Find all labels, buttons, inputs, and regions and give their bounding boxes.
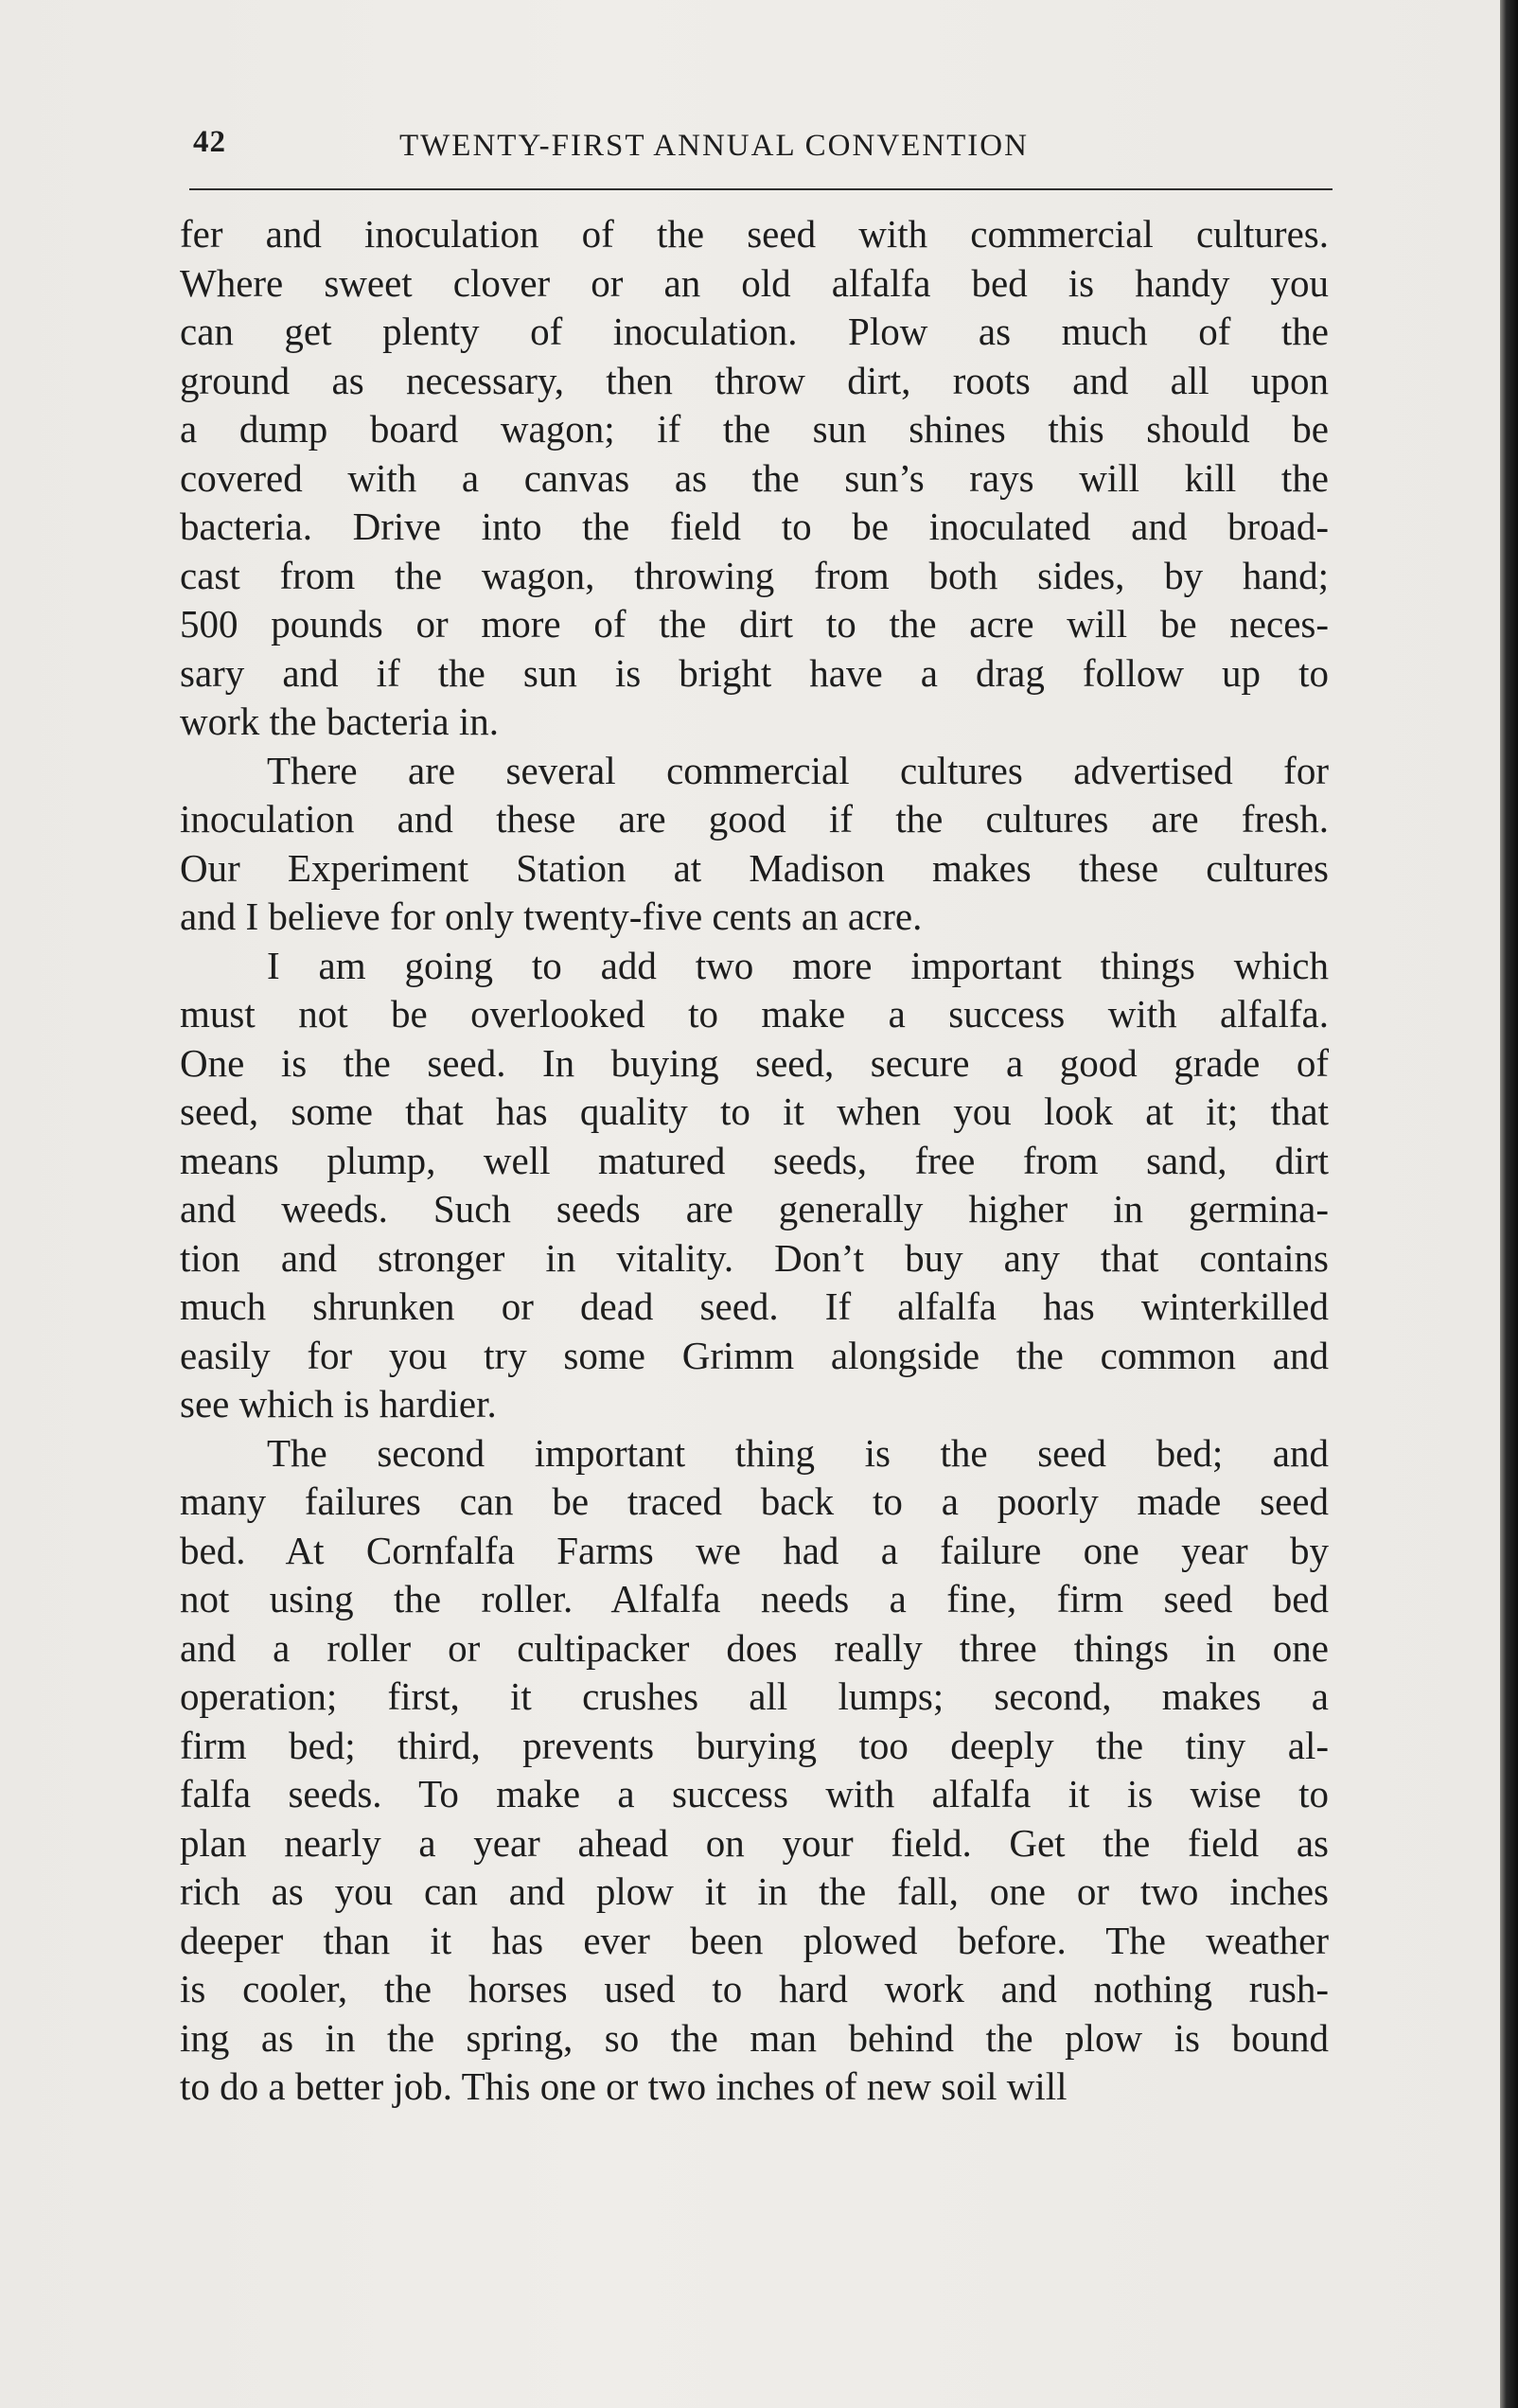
paragraph [180, 747, 1329, 942]
text-line: bacteria. Drive into the field to be inoculated and broad- [180, 505, 1329, 548]
paragraph [180, 1429, 1329, 2112]
text-line: easily for you try some Grimm alongside the common and [180, 1333, 1329, 1377]
text-line: I am going to add two more important things which [267, 943, 1329, 987]
text-line: work the bacteria in. [180, 699, 499, 743]
text-line: many failures can be traced back to a poorly made seed [180, 1479, 1329, 1523]
running-head [189, 121, 1334, 168]
running-head-title: TWENTY-FIRST ANNUAL CONVENTION [399, 129, 1029, 163]
text-line: 500 pounds or more of the dirt to the acre will be neces- [180, 602, 1329, 646]
text-line: operation; first, it crushes all lumps; second, makes a [180, 1674, 1329, 1718]
text-line: rich as you can and plow it in the fall, one or two inches [180, 1869, 1329, 1913]
text-line: and a roller or cultipacker does really three things in one [180, 1625, 1329, 1670]
text-line: tion and stronger in vitality. Don’t buy any that contains [180, 1235, 1329, 1280]
text-line: One is the seed. In buying seed, secure a good grade of [180, 1040, 1329, 1085]
text-line: inoculation and these are good if the cultures are fresh. [180, 797, 1329, 841]
paragraph [180, 942, 1329, 1429]
text-line: and weeds. Such seeds are generally higher in germina- [180, 1187, 1329, 1231]
text-line: must not be overlooked to make a success with alfalfa. [180, 992, 1329, 1036]
text-line: seed, some that has quality to it when you look at it; that [180, 1089, 1329, 1133]
text-line: firm bed; third, prevents burying too deeply the tiny al- [180, 1723, 1329, 1767]
text-line: see which is hardier. [180, 1382, 497, 1425]
header-rule [189, 188, 1333, 190]
text-line: fer and inoculation of the seed with commercial cultures. [180, 212, 1329, 256]
text-line: a dump board wagon; if the sun shines this should be [180, 407, 1329, 451]
text-line: can get plenty of inoculation. Plow as much of the [180, 310, 1329, 353]
text-line: ing as in the spring, so the man behind the plow is bound [180, 2015, 1329, 2060]
text-line: deeper than it has ever been plowed before. The weather [180, 1918, 1329, 1962]
text-line: covered with a canvas as the sun’s rays will kill the [180, 455, 1329, 500]
text-line: The second important thing is the seed bed; and [267, 1430, 1329, 1475]
text-line: sary and if the sun is bright have a drag follow up to [180, 650, 1329, 695]
text-line: falfa seeds. To make a success with alfalfa it is wise to [180, 1772, 1329, 1815]
text-line: There are several commercial cultures advertised for [267, 748, 1329, 792]
text-line: bed. At Cornfalfa Farms we had a failure one year by [180, 1528, 1329, 1572]
text-line: much shrunken or dead seed. If alfalfa has winterkilled [180, 1284, 1329, 1328]
text-line: to do a better job. This one or two inches of new soil will [180, 2064, 1068, 2108]
text-line: Where sweet clover or an old alfalfa bed is handy you [180, 260, 1329, 305]
text-line: and I believe for only twenty-five cents an acre. [180, 894, 923, 938]
text-line: ground as necessary, then throw dirt, roots and all upon [180, 358, 1329, 402]
text-line: means plump, well matured seeds, free from sand, dirt [180, 1138, 1329, 1182]
text-line: Our Experiment Station at Madison makes these cultures [180, 845, 1329, 890]
page-number: 42 [193, 125, 226, 159]
text-line: is cooler, the horses used to hard work and nothing rush- [180, 1967, 1329, 2010]
text-line: not using the roller. Alfalfa needs a fine, firm seed bed [180, 1577, 1329, 1620]
page-edge [1500, 0, 1518, 2408]
paragraph [180, 210, 1329, 747]
text-line: cast from the wagon, throwing from both sides, by hand; [180, 553, 1329, 597]
body-text [180, 210, 1329, 2112]
text-line: plan nearly a year ahead on your field. Get the field as [180, 1820, 1329, 1865]
